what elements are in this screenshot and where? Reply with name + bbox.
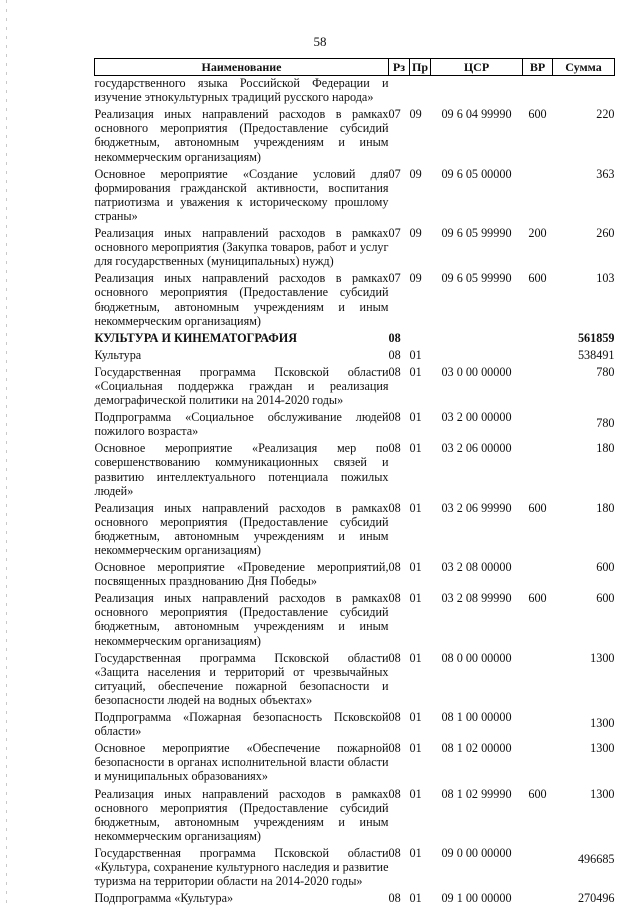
row-sum [553,76,615,108]
row-name: Государственная программа Псковской области «Культура, сохранение культурного наследия и развитие туризма на территории области на 2014-2020 годы» [94,845,389,889]
row-csr [431,348,523,365]
table-header-row [95,59,615,76]
row-pr: 01 [409,410,422,425]
row-vr [523,365,553,410]
header-sum: Сумма [553,59,615,76]
row-rz: 08 [388,741,401,756]
row-vr: 600 [528,107,547,122]
row-rz: 07 [388,166,401,181]
scan-edge-line [6,0,7,905]
row-name: Подпрограмма «Культура» [94,891,234,906]
table-row [95,107,615,166]
row-pr: 09 [409,226,422,241]
table-row [95,226,615,271]
row-vr: 600 [528,786,547,801]
row-csr: 08 0 00 00000 [441,650,512,665]
section-title: КУЛЬТУРА И КИНЕМАТОГРАФИЯ [94,330,298,345]
row-sum: 1300 [590,741,615,756]
row-rz: 08 [388,500,401,515]
row-rz: 08 [388,347,401,362]
row-sum: 780 [596,364,615,379]
row-csr: 03 2 08 00000 [441,560,512,575]
row-csr: 09 6 05 00000 [441,166,512,181]
row-name: Реализация иных направлений расходов в рамках основного мероприятия (Предоставление субсидий бюджетным, автономным учреждениям и иным некоммерческим организациям) [94,500,389,557]
row-name: Подпрограмма «Социальное обслуживание людей пожилого возраста» [94,410,389,439]
row-csr: 03 2 06 99990 [441,500,512,515]
row-sum: 220 [596,107,615,122]
table-row [95,76,615,108]
header-vr: ВР [523,59,553,76]
row-name: Реализация иных направлений расходов в рамках основного мероприятия (Закупка товаров, работ и услуг для государственных (муниципальных) нужд) [94,226,389,269]
row-sum: 561859 [577,330,615,345]
row-pr: 09 [409,107,422,122]
row-pr: 09 [409,271,422,286]
row-pr: 01 [409,441,422,456]
row-name: Государственная программа Псковской области «Защита населения и территорий от чрезвычайных ситуаций, обеспечение пожарной безопасности и безопасности людей на водных объектах» [94,650,389,707]
row-csr: 09 0 00 00000 [441,845,512,860]
row-pr: 01 [409,650,422,665]
row-pr: 01 [409,560,422,575]
row-csr: 08 1 02 00000 [441,741,512,756]
row-csr: 03 2 06 00000 [441,441,512,456]
row-vr [523,651,553,710]
row-sum: 600 [596,591,615,606]
row-pr: 01 [409,741,422,756]
header-pr: Пр [410,59,431,76]
row-vr [523,846,553,891]
table-row [95,787,615,846]
row-sum: 270496 [577,891,615,906]
row-pr: 01 [409,347,422,362]
row-csr [431,331,523,348]
header-name: Наименование [95,59,389,76]
row-name: Реализация иных направлений расходов в рамках основного мероприятия (Предоставление субсидий бюджетным, автономным учреждениям и иным некоммерческим организациям) [94,271,389,328]
header-rz: Рз [389,59,410,76]
row-pr: 01 [409,845,422,860]
budget-table [94,58,615,908]
row-sum: 496685 [577,851,615,866]
row-vr [523,741,553,786]
row-vr [523,348,553,365]
row-csr [431,76,523,108]
row-csr: 09 1 00 00000 [441,891,512,906]
row-csr: 09 6 05 99990 [441,271,512,286]
row-vr: 600 [528,591,547,606]
table-row [95,501,615,560]
row-csr: 09 6 05 99990 [441,226,512,241]
table-row [95,365,615,410]
row-rz: 07 [388,226,401,241]
row-rz: 08 [388,710,401,725]
row-rz: 07 [388,107,401,122]
row-sum: 538491 [577,347,615,362]
page-number: 58 [313,34,327,49]
row-csr: 03 2 08 99990 [441,591,512,606]
table-row [95,651,615,710]
row-csr: 08 1 00 00000 [441,710,512,725]
row-name: Основное мероприятие «Обеспечение пожарной безопасности в органах исполнительной власти области и муниципальных образованиях» [94,741,389,784]
row-rz: 08 [388,786,401,801]
table-row [95,846,615,891]
row-vr: 600 [528,271,547,286]
row-name: Основное мероприятие «Создание условий для формирования гражданской активности, воспитания патриотизма и уважения к историческому прошлому страны» [94,166,389,223]
row-vr [523,891,553,908]
row-pr: 01 [409,364,422,379]
section-row [95,331,615,348]
row-name: Реализация иных направлений расходов в рамках основного мероприятия (Предоставление субсидий бюджетным, автономным учреждениям и иным некоммерческим организациям) [94,107,389,164]
row-csr: 08 1 02 99990 [441,786,512,801]
row-name: Подпрограмма «Пожарная безопасность Псковской области» [94,710,389,739]
row-vr [523,710,553,741]
row-csr: 03 0 00 00000 [441,364,512,379]
row-name: Культура [94,347,142,362]
row-rz: 08 [388,410,401,425]
row-rz: 08 [388,560,401,575]
row-rz: 08 [388,364,401,379]
row-sum: 780 [596,416,615,431]
row-vr [523,560,553,591]
row-pr [410,331,431,348]
row-name: государственного языка Российской Федерации и изучение этнокультурных традиций русского народа» [94,76,389,105]
row-vr: 200 [528,226,547,241]
row-rz [389,76,410,108]
row-sum: 180 [596,441,615,456]
row-pr [410,76,431,108]
row-rz: 08 [388,891,401,906]
row-sum: 1300 [590,786,615,801]
table-row [95,741,615,786]
row-csr: 09 6 04 99990 [441,107,512,122]
row-rz: 08 [388,591,401,606]
row-name: Основное мероприятие «Проведение мероприятий, посвященных празднованию Дня Победы» [94,560,389,589]
table-row [95,710,615,741]
row-sum: 1300 [590,650,615,665]
row-vr [523,441,553,500]
row-sum: 363 [596,166,615,181]
row-rz: 08 [388,650,401,665]
row-rz: 08 [388,330,401,345]
row-rz: 08 [388,441,401,456]
table-row [95,410,615,441]
row-pr: 01 [409,891,422,906]
row-pr: 01 [409,500,422,515]
row-vr [523,76,553,108]
row-name: Реализация иных направлений расходов в рамках основного мероприятия (Предоставление субсидий бюджетным, автономным учреждениям и иным некоммерческим организациям) [94,786,389,843]
row-sum: 180 [596,500,615,515]
row-sum: 103 [596,271,615,286]
row-csr: 03 2 00 00000 [441,410,512,425]
row-sum: 600 [596,560,615,575]
row-name: Реализация иных направлений расходов в рамках основного мероприятия (Предоставление субсидий бюджетным, автономным учреждениям и иным некоммерческим организациям) [94,591,389,648]
row-vr [523,410,553,441]
table-row [95,591,615,650]
row-name: Основное мероприятие «Реализация мер по совершенствованию коммуникационных связей и развитию интеллектуального потенциала пожилых людей» [94,441,389,498]
row-sum: 260 [596,226,615,241]
row-rz: 07 [388,271,401,286]
row-vr [523,331,553,348]
table-row [95,441,615,500]
row-pr: 09 [409,166,422,181]
row-pr: 01 [409,786,422,801]
row-rz: 08 [388,845,401,860]
row-vr: 600 [528,500,547,515]
row-vr [523,167,553,226]
table-row [95,167,615,226]
header-csr: ЦСР [431,59,523,76]
row-sum: 1300 [590,716,615,731]
table-row [95,891,615,908]
table-row [95,348,615,365]
row-pr: 01 [409,710,422,725]
row-pr: 01 [409,591,422,606]
row-name: Государственная программа Псковской области «Социальная поддержка граждан и реализация демографической политики на 2014-2020 годы» [94,364,389,408]
table-row [95,271,615,330]
table-row [95,560,615,591]
